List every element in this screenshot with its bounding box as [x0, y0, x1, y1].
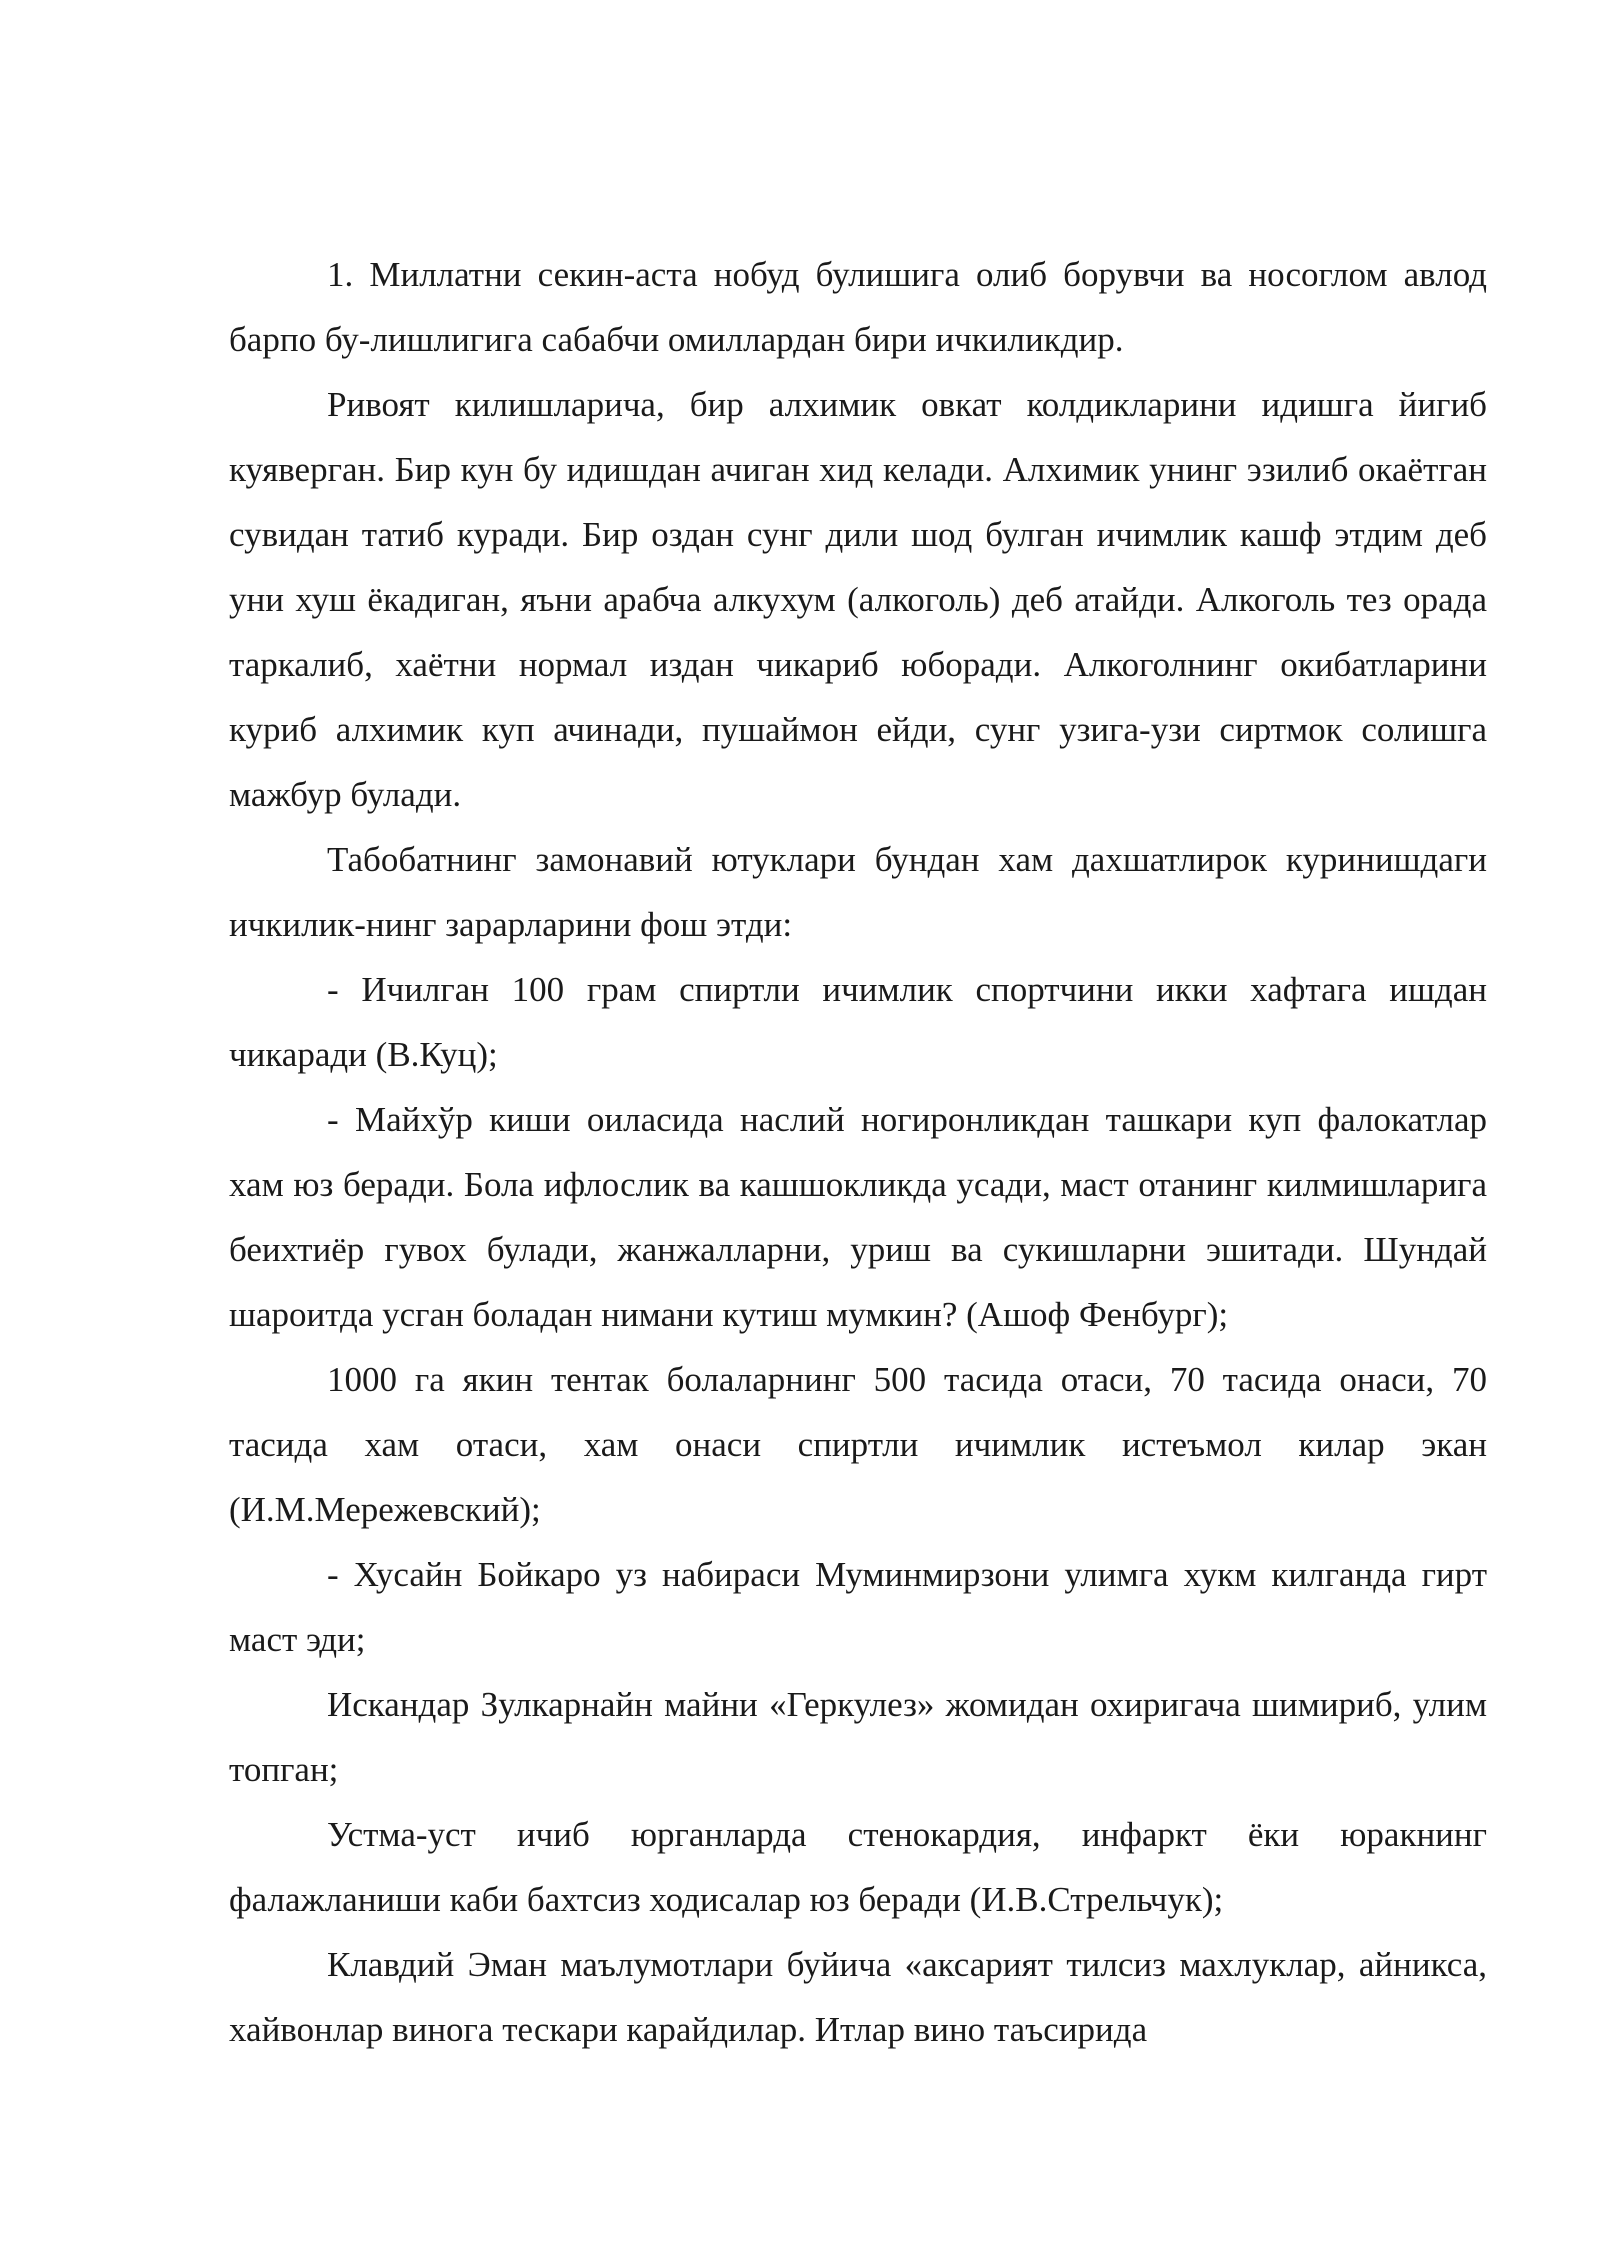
paragraph-2: Ривоят килишларича, бир алхимик овкат колдикларини идишга йигиб куяверган. Бир кун бу идишдан ачиган хид келади. Алхимик унинг эзилиб окаётган сувидан татиб куради. Бир оздан сунг дили шод булган ичимлик кашф этдим деб уни хуш ёкадиган, яъни арабча алкухум (алкоголь) деб атайди. Алкоголь тез орада таркалиб, хаётни нормал издан чикариб юборади. Алкоголнинг окибатларини куриб алхимик куп ачинади, пушаймон ейди, сунг узига-узи сиртмок солишга мажбур булади. [229, 385, 1487, 814]
paragraph-3: Табобатнинг замонавий ютуклари бундан хам дахшатлирок куринишдаги ичкилик-нинг зарарларини фош этди: [229, 840, 1487, 944]
paragraph-5: - Майхўр киши оиласида наслий ногиронликдан ташкари куп фалокатлар хам юз беради. Бола ифлослик ва кашшокликда усади, маст отанинг килмишларига беихтиёр гувох булади, жанжалларни, уриш ва сукишларни эшитади. Шундай шароитда усган боладан нимани кутиш мумкин? (Ашоф Фенбург); [229, 1100, 1487, 1334]
paragraph-9: Устма-уст ичиб юрганларда стенокардия, инфаркт ёки юракнинг фалажланиши каби бахтсиз ходисалар юз беради (И.В.Стрельчук); [229, 1815, 1487, 1919]
paragraph-4: - Ичилган 100 грам спиртли ичимлик спортчини икки хафтага ишдан чикаради (В.Куц); [229, 970, 1487, 1074]
paragraph-6: 1000 га якин тентак болаларнинг 500 тасида отаси, 70 тасида онаси, 70 тасида хам отаси, хам онаси спиртли ичимлик истеъмол килар экан (И.М.Мережевский); [229, 1360, 1487, 1529]
paragraph-10: Клавдий Эман маълумотлари буйича «аксарият тилсиз махлуклар, айникса, хайвонлар виногa тескари карайдилар. Итлар вино таъсирида [229, 1945, 1487, 2049]
paragraph-1: 1. Миллатни секин-аста нобуд булишига олиб борувчи ва носоглом авлод барпо бу-лишлигига сабабчи омиллардан бири ичкиликдир. [229, 255, 1487, 359]
paragraph-8: Искандар Зулкарнайн майни «Геркулез» жомидан охиригача шимириб, улим топган; [229, 1685, 1487, 1789]
document-body [229, 242, 1487, 2062]
paragraph-7: - Хусайн Бойкаро уз набираси Муминмирзони улимга хукм килганда гирт маст эди; [229, 1555, 1487, 1659]
